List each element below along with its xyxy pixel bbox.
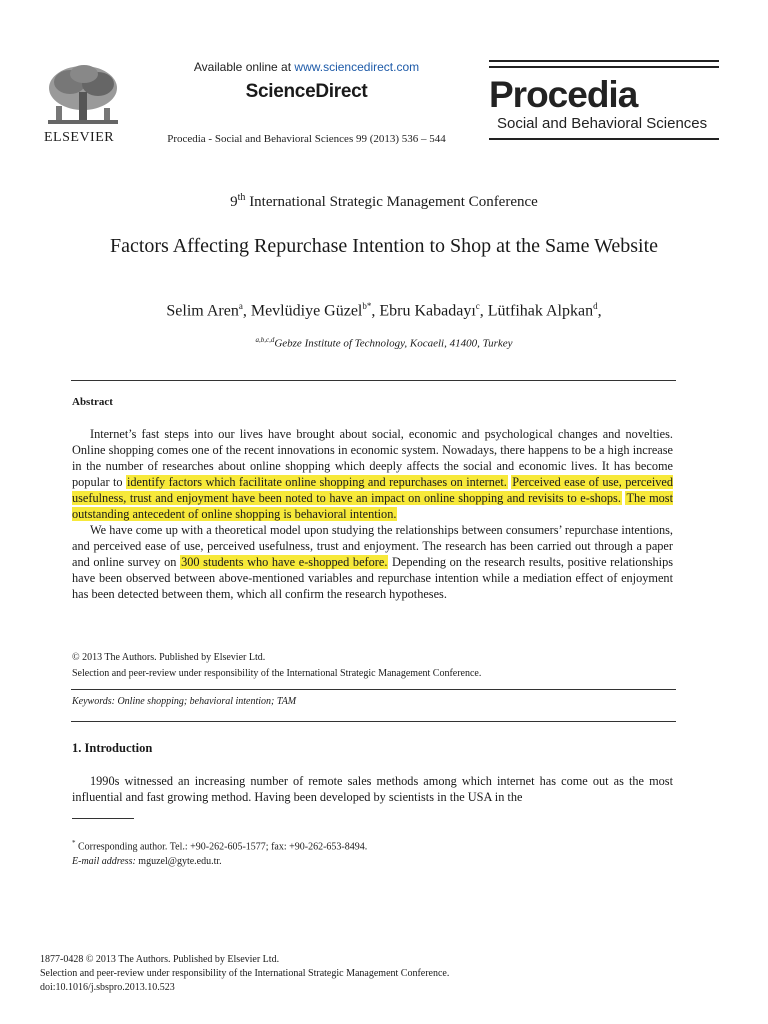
sciencedirect-link[interactable]: www.sciencedirect.com xyxy=(294,60,420,74)
author-list: Selim Aren$^a$, Mevlüdiye Güzel$^{b*}$, Ebru Kabadayı$^c$, Lütfihak Alpkan$^d$, xyxy=(166,301,602,320)
issn-line: 1877-0428 © 2013 The Authors. Published by Elsevier Ltd. xyxy=(40,954,280,965)
abstract-paragraph xyxy=(72,522,673,602)
peer-review-line: Selection and peer-review under responsibility of the International Strategic Management Conference. xyxy=(40,968,450,979)
abstract-text: Internet’s fast steps into our lives have brought about social, economic and psychological changes and novelties. Online shopping comes one of the recent innovations in economic system. Nowadays, there happens to be a high increase in the number of researches about online shopping which deeply affects the social and economic lives. It has become popular to xyxy=(72,427,673,489)
procedia-masthead xyxy=(489,60,719,146)
author-affiliation-mark: a xyxy=(238,301,243,311)
conference-ordinal: 9 xyxy=(230,194,238,210)
abstract-body xyxy=(72,426,673,602)
introduction-heading: 1. Introduction xyxy=(72,741,153,755)
author-affiliation-mark: d xyxy=(593,301,598,311)
paper-title: Factors Affecting Repurchase Intention to Shop at the Same Website xyxy=(109,235,659,257)
highlighted-text: identify factors which facilitate online shopping and repurchases on internet. xyxy=(126,475,507,489)
footnote-rule xyxy=(72,818,134,819)
copyright-notice xyxy=(72,650,481,682)
abstract-text: We have come up with a theoretical model upon studying the relationships between consumers’ repurchase intentions, and perceived ease of use, perceived usefulness, trust and enjoyment. The research has been carried out through a paper and online survey on xyxy=(72,523,673,569)
email-address[interactable]: mguzel@gyte.edu.tr. xyxy=(135,856,222,868)
email-line xyxy=(72,854,367,869)
copyright-line: © 2013 The Authors. Published by Elsevier Ltd. xyxy=(72,652,266,663)
masthead-rule xyxy=(489,66,719,68)
abstract-text: Depending on the research results, positive relationships have been observed between above-mentioned variables and repurchase intention while a mediation effect of enjoyment has been detected between them, which all confirm the research hypotheses. xyxy=(72,555,673,601)
author-name: Lütfihak Alpkan xyxy=(487,302,594,320)
masthead-rule xyxy=(489,138,719,140)
affiliation-mark: a,b,c,d xyxy=(255,336,275,344)
author-name: Selim Aren xyxy=(166,302,239,320)
introduction-paragraph: 1990s witnessed an increasing number of remote sales methods among which internet has come out as the most influential and fast growing method. Having been developed by scientists in the USA in the xyxy=(72,774,673,804)
masthead-rule xyxy=(489,60,719,62)
corresponding-author-text: Corresponding author. Tel.: +90-262-605-1577; fax: +90-262-653-8494. xyxy=(75,841,368,853)
conference-title: International Strategic Management Conference xyxy=(245,194,538,210)
corresponding-author-line xyxy=(72,836,367,854)
affiliation xyxy=(0,336,768,350)
author-affiliation-mark: b* xyxy=(362,301,372,311)
conference-name xyxy=(0,192,768,211)
elsevier-wordmark: ELSEVIER xyxy=(44,130,115,145)
affiliation-text: Gebze Institute of Technology, Kocaeli, 41400, Turkey xyxy=(274,337,513,350)
available-prefix: Available online at xyxy=(193,60,295,74)
author-name: Ebru Kabadayı xyxy=(379,302,476,320)
highlighted-text: 300 students who have e-shopped before. xyxy=(181,555,388,569)
doi-line[interactable]: doi:10.1016/j.sbspro.2013.10.523 xyxy=(40,982,175,993)
highlighted-text: Perceived ease of use, perceived usefulness, trust and enjoyment have been noted to have an impact on online shopping and revisits to e-shops. xyxy=(72,475,674,505)
abstract-heading: Abstract xyxy=(72,396,113,408)
peer-review-line: Selection and peer-review under responsibility of the International Strategic Management Conference. xyxy=(72,668,482,679)
section-divider xyxy=(71,380,676,381)
email-label: E-mail address: xyxy=(72,856,136,868)
section-divider xyxy=(71,721,676,722)
bottom-publication-info xyxy=(40,953,449,995)
author-name: Mevlüdiye Güzel xyxy=(250,302,363,320)
journal-citation: Procedia - Social and Behavioral Sciences 99 (2013) 536 – 544 xyxy=(167,133,446,145)
section-divider xyxy=(71,689,676,690)
sciencedirect-brand: ScienceDirect xyxy=(245,81,368,102)
highlighted-text: The most outstanding antecedent of online shopping is behavioral intention. xyxy=(72,491,674,521)
procedia-title: Procedia xyxy=(489,74,638,115)
author-affiliation-mark: c xyxy=(475,301,480,311)
abstract-paragraph xyxy=(72,426,673,522)
keywords: Keywords: Online shopping; behavioral intention; TAM xyxy=(72,696,297,707)
introduction-body xyxy=(72,773,673,805)
footnote-mark: * xyxy=(72,839,76,847)
footnote xyxy=(72,836,367,869)
conference-ordinal-sup: th xyxy=(237,192,246,203)
procedia-subtitle: Social and Behavioral Sciences xyxy=(497,115,708,132)
